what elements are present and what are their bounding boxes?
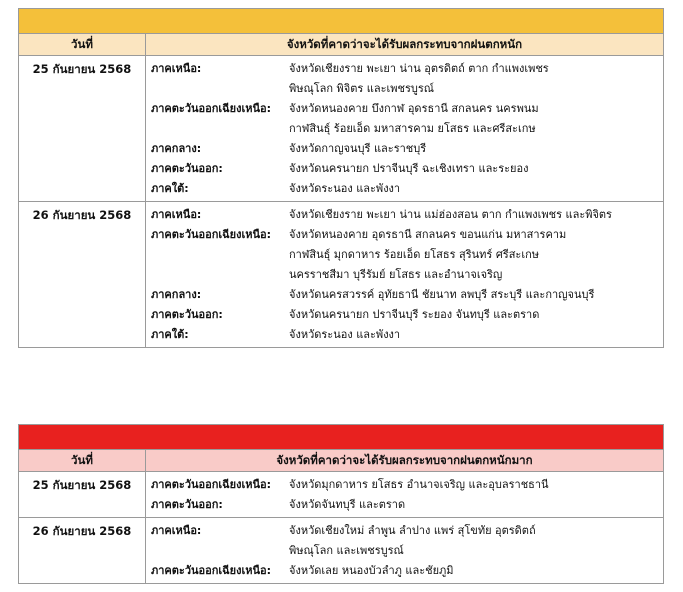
region-name: ภาคตะวันออกเฉียงเหนือ: bbox=[151, 102, 272, 115]
province-line: นครราชสีมา บุรีรัมย์ ยโสธร และอำนาจเจริญ bbox=[289, 268, 503, 281]
province-line: พิษณุโลก พิจิตร และเพชรบูรณ์ bbox=[289, 82, 434, 95]
region-name: ภาคเหนือ: bbox=[151, 62, 202, 75]
very-heavy-rain-color-bar bbox=[19, 425, 663, 450]
region-row bbox=[146, 179, 663, 199]
province-line: จังหวัดนครนายก ปราจีนบุรี ฉะเชิงเทรา และระยอง bbox=[289, 162, 529, 175]
regions-cell bbox=[146, 202, 663, 347]
date-group bbox=[19, 56, 663, 202]
region-row bbox=[146, 225, 663, 285]
region-row bbox=[146, 305, 663, 325]
region-row bbox=[146, 475, 663, 495]
date-cell: 25 กันยายน 2568 bbox=[19, 472, 146, 517]
heavy-rain-table bbox=[18, 8, 664, 348]
province-list bbox=[289, 495, 663, 515]
province-line: จังหวัดเชียงราย พะเยา น่าน แม่ฮ่องสอน ตาก กำแพงเพชร และพิจิตร bbox=[289, 208, 612, 221]
province-list bbox=[289, 561, 663, 581]
region-row bbox=[146, 99, 663, 139]
region-row bbox=[146, 561, 663, 581]
province-line: จังหวัดระนอง และพังงา bbox=[289, 328, 401, 341]
region-name: ภาคกลาง: bbox=[151, 288, 202, 301]
province-line: จังหวัดเชียงใหม่ ลำพูน ลำปาง แพร่ สุโขทัย อุตรดิตถ์ bbox=[289, 524, 536, 537]
regions-cell bbox=[146, 56, 663, 201]
province-line: จังหวัดมุกดาหาร ยโสธร อำนาจเจริญ และอุบลราชธานี bbox=[289, 478, 549, 491]
region-name: ภาคตะวันออกเฉียงเหนือ: bbox=[151, 478, 272, 491]
region-name: ภาคตะวันออกเฉียงเหนือ: bbox=[151, 228, 272, 241]
provinces-column-header: จังหวัดที่คาดว่าจะได้รับผลกระทบจากฝนตกหนัก bbox=[286, 36, 523, 51]
province-list bbox=[289, 305, 663, 325]
date-group bbox=[19, 202, 663, 347]
province-list bbox=[289, 521, 663, 561]
region-row bbox=[146, 159, 663, 179]
province-list bbox=[289, 139, 663, 159]
province-line: กาฬสินธุ์ ร้อยเอ็ด มหาสารคาม ยโสธร และศรีสะเกษ bbox=[289, 122, 536, 135]
province-list bbox=[289, 225, 663, 285]
province-line: จังหวัดเชียงราย พะเยา น่าน อุตรดิตถ์ ตาก กำแพงเพชร bbox=[289, 62, 549, 75]
province-list bbox=[289, 205, 663, 225]
table-header bbox=[19, 34, 663, 56]
region-row bbox=[146, 495, 663, 515]
region-name: ภาคตะวันออก: bbox=[151, 308, 223, 321]
region-row bbox=[146, 139, 663, 159]
region-name: ภาคตะวันออก: bbox=[151, 162, 223, 175]
very-heavy-rain-table bbox=[18, 424, 664, 584]
province-list bbox=[289, 99, 663, 139]
region-name: ภาคใต้: bbox=[151, 182, 189, 195]
region-name: ภาคเหนือ: bbox=[151, 524, 202, 537]
province-line: จังหวัดนครนายก ปราจีนบุรี ระยอง จันทบุรี และตราด bbox=[289, 308, 540, 321]
province-list bbox=[289, 325, 663, 345]
province-line: จังหวัดกาญจนบุรี และราชบุรี bbox=[289, 142, 427, 155]
province-line: จังหวัดระนอง และพังงา bbox=[289, 182, 401, 195]
date-column-header: วันที่ bbox=[19, 34, 146, 55]
province-line: จังหวัดจันทบุรี และตราด bbox=[289, 498, 406, 511]
province-line: จังหวัดนครสวรรค์ อุทัยธานี ชัยนาท ลพบุรี สระบุรี และกาญจนบุรี bbox=[289, 288, 595, 301]
region-row bbox=[146, 59, 663, 99]
region-row bbox=[146, 325, 663, 345]
province-line: กาฬสินธุ์ มุกดาหาร ร้อยเอ็ด ยโสธร สุรินทร์ ศรีสะเกษ bbox=[289, 248, 539, 261]
heavy-rain-color-bar bbox=[19, 9, 663, 34]
province-list bbox=[289, 475, 663, 495]
regions-cell bbox=[146, 472, 663, 517]
table-header bbox=[19, 450, 663, 472]
province-list bbox=[289, 59, 663, 99]
region-row bbox=[146, 205, 663, 225]
region-name: ภาคกลาง: bbox=[151, 142, 202, 155]
region-row bbox=[146, 521, 663, 561]
date-group bbox=[19, 518, 663, 583]
region-name: ภาคใต้: bbox=[151, 328, 189, 341]
province-line: จังหวัดหนองคาย อุดรธานี สกลนคร ขอนแก่น มหาสารคาม bbox=[289, 228, 567, 241]
date-group bbox=[19, 472, 663, 518]
province-list bbox=[289, 285, 663, 305]
provinces-column-header: จังหวัดที่คาดว่าจะได้รับผลกระทบจากฝนตกหนักมาก bbox=[276, 452, 533, 467]
province-line: พิษณุโลก และเพชรบูรณ์ bbox=[289, 544, 404, 557]
region-row bbox=[146, 285, 663, 305]
date-cell: 26 กันยายน 2568 bbox=[19, 518, 146, 583]
province-line: จังหวัดหนองคาย บึงกาฬ อุดรธานี สกลนคร นครพนม bbox=[289, 102, 539, 115]
region-name: ภาคตะวันออกเฉียงเหนือ: bbox=[151, 564, 272, 577]
region-name: ภาคตะวันออก: bbox=[151, 498, 223, 511]
date-cell: 25 กันยายน 2568 bbox=[19, 56, 146, 201]
date-cell: 26 กันยายน 2568 bbox=[19, 202, 146, 347]
province-list bbox=[289, 179, 663, 199]
province-list bbox=[289, 159, 663, 179]
province-line: จังหวัดเลย หนองบัวลำภู และชัยภูมิ bbox=[289, 564, 454, 577]
regions-cell bbox=[146, 518, 663, 583]
region-name: ภาคเหนือ: bbox=[151, 208, 202, 221]
date-column-header: วันที่ bbox=[19, 450, 146, 471]
